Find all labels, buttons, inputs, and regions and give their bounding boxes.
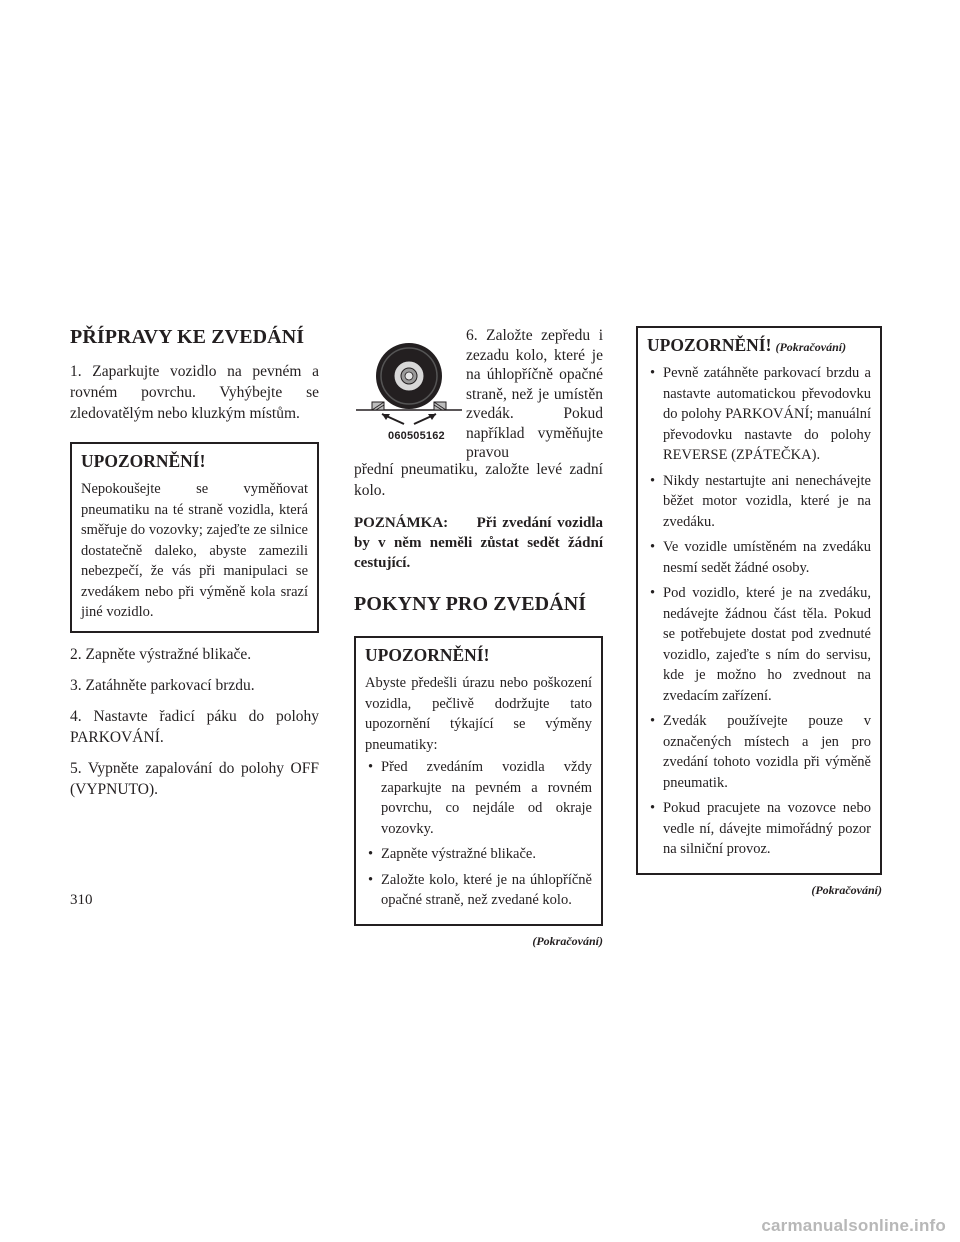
list-item: • Před zvedáním vozidla vždy zaparkujte na pevném a rovném povrchu, co nejdále od okraje vozovky.	[365, 757, 592, 839]
list-item: • Nikdy nestartujte ani nenechávejte běžet motor vozidla, které je na zvedáku.	[647, 471, 871, 533]
list-item: • Zvedák používejte pouze v označených místech a jen pro zvedání tohoto vozidla při výměně pneumatik.	[647, 711, 871, 793]
list-item: • Pevně zatáhněte parkovací brzdu a nastavte automatickou převodovku do polohy PARKOVÁNÍ; manuální převodovku nastavte do polohy REVERSE (ZPÁTEČKA).	[647, 363, 871, 466]
step-6-wrap	[466, 326, 603, 463]
list-item: • Pokud pracujete na vozovce nebo vedle ní, dávejte mimořádný pozor na silniční provoz.	[647, 798, 871, 860]
column-right	[636, 326, 882, 898]
step-6-part2: přední pneumatiku, založte levé zadní kolo.	[354, 461, 603, 499]
column-middle	[354, 326, 603, 949]
list-item: • Pod vozidlo, které je na zvedáku, nedávejte žádnou část těla. Pokud se potřebujete dostat pod zvednuté vozidlo, zajeďte s ním do servisu, kde je možno ho zvednout na zvedacím zařízení.	[647, 583, 871, 706]
warning-bullet-list	[365, 757, 592, 911]
note	[354, 513, 603, 573]
hub-center	[405, 372, 413, 380]
warning-title-text: UPOZORNĚNÍ!	[647, 335, 772, 355]
warning-title-continued: (Pokračování)	[775, 340, 847, 354]
step-5: 5. Vypněte zapalování do polohy OFF (VYPNUTO).	[70, 759, 319, 798]
warning-text: Nepokoušejte se vyměňovat pneumatiku na té straně vozidla, která směřuje do vozovky; zajeďte ze silnice dostatečně daleko, abyste zamezili nebezpečí, že vás při manipulaci se zvedákem nebo při výměně kola srazí jiné vozidlo.	[81, 481, 308, 620]
note-label: POZNÁMKA:	[354, 515, 449, 531]
step-1: 1. Zaparkujte vozidlo na pevném a rovném povrchu. Vyhýbejte se zledovatělým nebo kluzkým místům.	[70, 363, 319, 422]
warning-box-continued	[636, 326, 882, 875]
step-2: 2. Zapněte výstražné blikače.	[70, 645, 252, 663]
section-heading-preparation: PŘÍPRAVY KE ZVEDÁNÍ	[70, 326, 305, 348]
warning-box-jacking	[354, 636, 603, 926]
warning-title: UPOZORNĚNÍ!	[365, 645, 490, 665]
watermark: carmanualsonline.info	[761, 1216, 946, 1235]
list-item: • Zapněte výstražné blikače.	[365, 844, 592, 865]
step-3: 3. Zatáhněte parkovací brzdu.	[70, 676, 255, 694]
note-text: Při zvedání vozidla by v něm neměli zůstat sedět žádní cestující.	[354, 515, 603, 571]
section-heading-jacking: POKYNY PRO ZVEDÁNÍ	[354, 593, 587, 615]
wheel-chock-figure-block	[354, 326, 603, 468]
figure-code: 060505162	[388, 430, 445, 442]
warning-bullet-list	[647, 363, 871, 860]
list-item: • Založte kolo, které je na úhlopříčně opačné straně, než zvedané kolo.	[365, 870, 592, 911]
page-number: 310	[70, 892, 93, 908]
column-left	[70, 326, 319, 810]
continued-label: (Pokračování)	[811, 882, 882, 897]
warning-intro: Abyste předešli úrazu nebo poškození vozidla, pečlivě dodržujte tato upozornění týkající se výměny pneumatiky:	[365, 675, 592, 753]
step-4: 4. Nastavte řadicí páku do polohy PARKOVÁNÍ.	[70, 707, 319, 746]
warning-title	[647, 335, 871, 356]
warning-box-tire-change	[70, 442, 319, 633]
step-6-part1: 6. Založte zepředu i zezadu kolo, které je na úhlopříčně opačné straně, než je umístěn zvedák. Pokud například vyměňujte pravou	[466, 327, 603, 461]
list-item: • Ve vozidle umístěném na zvedáku nesmí sedět žádné osoby.	[647, 537, 871, 578]
continued-label: (Pokračování)	[532, 933, 603, 948]
warning-title: UPOZORNĚNÍ!	[81, 451, 206, 471]
